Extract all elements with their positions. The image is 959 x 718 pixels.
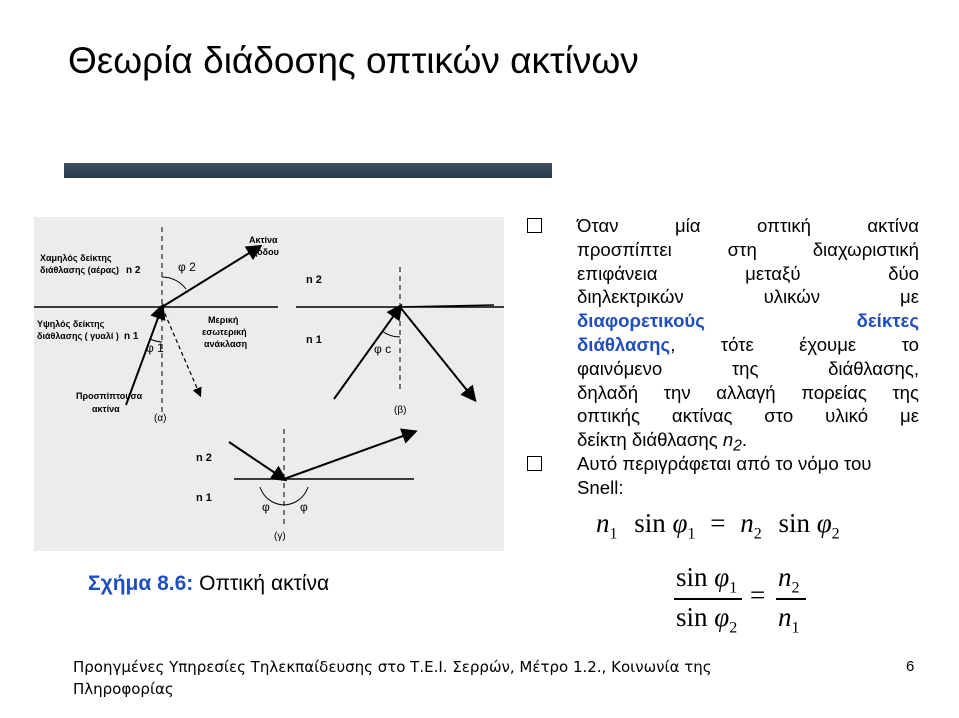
- label-n1-b: n 1: [306, 334, 322, 346]
- eq2-denominator-left: [676, 602, 737, 637]
- bullet-checkbox-1: [527, 218, 542, 233]
- total-reflection-ray: [284, 432, 414, 479]
- refraction-diagrams: [34, 217, 504, 551]
- eq1-n1: n: [596, 508, 610, 538]
- eq1-sin2: sin: [778, 508, 810, 538]
- panel-c-label: (γ): [274, 531, 286, 542]
- bullet1-line: επιφάνεια μεταξύ δύο: [577, 262, 919, 284]
- label-n2-a: n 2: [126, 265, 141, 276]
- critical-reflected-ray: [400, 307, 474, 399]
- bullet1-line: φαινόμενο της διάθλασης,: [577, 357, 919, 379]
- eq2-numerator-left: [676, 562, 737, 597]
- eq2-den-sin: sin: [676, 602, 708, 632]
- grazing-incident-ray: [229, 442, 284, 479]
- exit-ray: [162, 247, 259, 307]
- footer: [73, 656, 773, 700]
- label-phi-right: φ: [300, 500, 308, 514]
- eq1-phi1: φ: [672, 508, 688, 538]
- figure-caption: [88, 572, 329, 596]
- bullet1-after-highlight: , τότε έχουμε το: [670, 333, 919, 355]
- eq1-n2: n: [740, 508, 754, 538]
- eq1-equals: =: [710, 508, 726, 538]
- partial-reflection-label-line3: ανάκλαση: [204, 339, 248, 349]
- bullet-text-1: [577, 214, 919, 459]
- bullet-checkbox-2: [527, 456, 542, 471]
- partial-reflection-label-line1: Μερική: [208, 315, 239, 325]
- eq1-sin1: sin: [634, 508, 666, 538]
- exit-ray-label-line2: εξόδου: [249, 247, 279, 257]
- figure-caption-number: Σχήμα 8.6:: [88, 572, 194, 595]
- bullet-text-2: [577, 452, 919, 500]
- label-n1-a: n 1: [124, 331, 139, 342]
- highlight-refraction: διάθλασης: [577, 333, 671, 355]
- high-index-label-line2: διάθλασης ( γυαλί ): [37, 331, 119, 341]
- panel-b: [296, 267, 504, 416]
- eq2-num-phi-sub: 1: [729, 579, 738, 597]
- high-index-label-line1: Υψηλός δείκτης: [37, 319, 105, 329]
- snell-law-equation: [596, 508, 840, 543]
- panel-a-label: (α): [154, 413, 167, 424]
- optical-ray-figure: [34, 217, 504, 551]
- eq1-phi2-sub: 2: [831, 525, 840, 543]
- eq2-denominator-right: [778, 602, 800, 637]
- bullet1-line: προσπίπτει στη διαχωριστική: [577, 238, 919, 260]
- eq2-den-phi: φ: [714, 602, 730, 632]
- eq2-fraction-bar-left: [674, 598, 742, 600]
- partial-reflection-label-line2: εσωτερική: [202, 327, 247, 337]
- eq1-n1-sub: 1: [609, 525, 618, 543]
- eq2-num-n: n: [778, 562, 792, 592]
- eq2-den-n-sub: 1: [791, 619, 800, 637]
- label-phi2: φ 2: [178, 260, 196, 274]
- slide-title: Θεωρία διάδοσης οπτικών ακτίνων: [68, 40, 639, 81]
- label-n1-c: n 1: [196, 492, 212, 504]
- eq2-fraction-bar-right: [776, 598, 806, 600]
- bullet2-line1: Αυτό περιγράφεται από το νόμο του: [577, 453, 872, 474]
- eq2-num-n-sub: 2: [791, 579, 800, 597]
- low-index-label-line1: Χαμηλός δείκτης: [40, 253, 112, 263]
- bullet1-line: οπτικής ακτίνας στο υλικό με: [577, 405, 919, 427]
- angle-arc-phi2: [162, 277, 186, 289]
- label-phi1: φ 1: [146, 341, 164, 355]
- eq2-equals: =: [750, 580, 766, 610]
- bullet1-line: Όταν μία οπτική ακτίνα: [577, 215, 919, 236]
- eq2-den-n: n: [778, 602, 792, 632]
- highlight-different-indices: διαφορετικούς δείκτες: [577, 310, 919, 332]
- bullet1-line: διηλεκτρικών υλικών με: [577, 286, 919, 308]
- incident-ray-label-line1: Προσπίπτουσα: [76, 391, 143, 401]
- footer-line1: Προηγμένες Υπηρεσίες Τηλεκπαίδευσης στο Τ.Ε.Ι. Σερρών, Μέτρο 1.2., Κοινωνία της: [73, 658, 712, 676]
- label-n2-b: n 2: [306, 274, 322, 286]
- bullet1-last-suffix: .: [741, 429, 747, 451]
- bullet2-line2: Snell:: [577, 476, 624, 498]
- exit-ray-label-line1: Ακτίνα: [249, 235, 278, 245]
- angle-arc-phic: [382, 331, 400, 337]
- bullet1-n-symbol: n: [722, 429, 734, 451]
- bullet1-last-prefix: δείκτη διάθλασης: [577, 429, 723, 451]
- panel-b-label: (β): [394, 405, 407, 416]
- bullet1-line: δηλαδή την αλλαγή πορείας της: [577, 381, 919, 403]
- incident-ray-label-line2: ακτίνα: [92, 404, 120, 414]
- low-index-label-line2: διάθλασης (αέρας): [40, 265, 119, 275]
- eq2-numerator-right: [778, 562, 800, 597]
- partial-reflection-ray: [162, 307, 200, 395]
- panel-a: [34, 227, 279, 424]
- figure-caption-text: Οπτική ακτίνα: [193, 572, 330, 595]
- label-phi-left: φ: [262, 500, 270, 514]
- eq1-n2-sub: 2: [753, 525, 762, 543]
- label-n2-c: n 2: [196, 452, 212, 464]
- footer-line2: Πληροφορίας: [73, 680, 174, 698]
- eq1-phi2: φ: [816, 508, 832, 538]
- bullet1-n-sub: 2: [733, 437, 742, 455]
- eq2-num-sin: sin: [676, 562, 708, 592]
- title-underline-bar: [64, 163, 552, 178]
- page-number: 6: [906, 658, 915, 675]
- eq1-phi1-sub: 1: [687, 525, 696, 543]
- eq2-den-phi-sub: 2: [729, 619, 738, 637]
- label-phic: φ c: [374, 342, 392, 356]
- panel-c: [196, 429, 414, 542]
- eq2-num-phi: φ: [714, 562, 730, 592]
